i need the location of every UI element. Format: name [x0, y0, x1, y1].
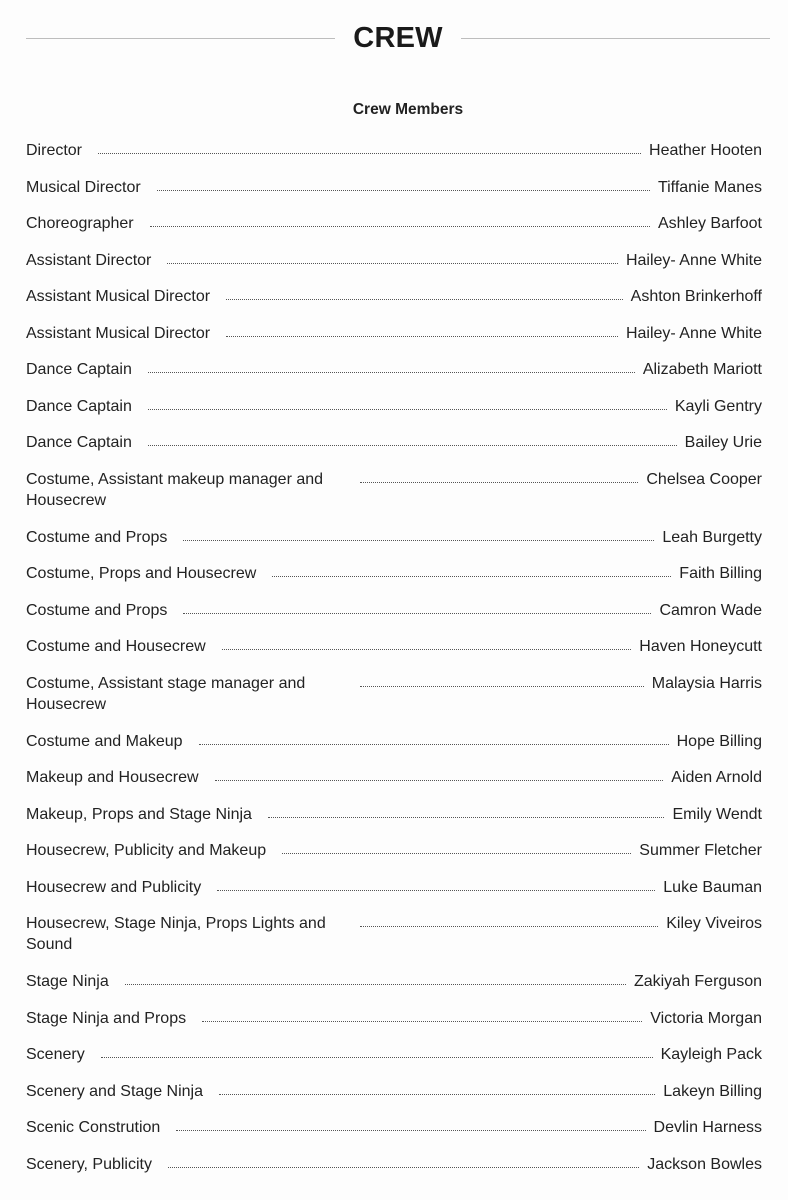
crew-role: Scenery, Publicity	[26, 1155, 152, 1173]
crew-role: Housecrew, Publicity and Makeup	[26, 842, 267, 859]
page-title: CREW	[353, 21, 443, 54]
dotted-leader	[148, 372, 635, 373]
crew-role: Costume, Assistant makeup manager and Housecrew	[26, 470, 324, 509]
crew-row	[26, 355, 762, 392]
crew-member-name: Ashley Barfoot	[657, 215, 762, 232]
crew-member-name: Chelsea Cooper	[646, 470, 762, 488]
crew-role: Costume and Props	[26, 601, 168, 619]
crew-member-name: Haven Honeycutt	[639, 638, 762, 655]
dotted-leader	[150, 226, 650, 227]
dotted-leader	[360, 926, 658, 927]
dotted-leader	[222, 649, 632, 650]
crew-role: Scenic Constrution	[26, 1119, 161, 1136]
crew-row	[26, 800, 762, 837]
crew-row	[26, 282, 762, 319]
crew-role: Dance Captain	[26, 397, 132, 415]
crew-member-name: Hope Billing	[676, 732, 762, 750]
crew-row	[26, 392, 762, 429]
crew-row	[26, 246, 762, 283]
crew-member-name: Hailey- Anne White	[625, 251, 762, 269]
crew-role: Scenery and Stage Ninja	[26, 1082, 203, 1100]
section-title: Crew Members	[352, 101, 464, 118]
crew-row	[26, 1077, 762, 1114]
header-rule-left	[26, 38, 335, 39]
crew-member-name: Emily Wendt	[672, 805, 762, 823]
dotted-leader	[148, 445, 677, 446]
crew-role: Musical Director	[26, 178, 141, 196]
crew-role: Stage Ninja	[26, 973, 109, 990]
dotted-leader	[215, 780, 664, 781]
crew-row	[26, 727, 762, 764]
crew-role: Dance Captain	[26, 434, 132, 451]
dotted-leader	[226, 336, 618, 337]
crew-role: Makeup and Housecrew	[26, 769, 199, 786]
crew-member-name: Kiley Viveiros	[666, 915, 762, 932]
crew-member-name: Jackson Bowles	[647, 1155, 762, 1173]
header-rule-right	[461, 38, 770, 39]
dotted-leader	[101, 1057, 653, 1058]
crew-member-name: Zakiyah Ferguson	[633, 973, 762, 990]
crew-role: Assistant Director	[26, 251, 152, 269]
crew-role: Housecrew, Stage Ninja, Props Lights and Sound	[26, 915, 326, 953]
page-header	[26, 14, 770, 62]
crew-member-name: Lakeyn Billing	[663, 1082, 762, 1100]
dotted-leader	[202, 1021, 642, 1022]
crew-role: Scenery	[26, 1046, 85, 1063]
crew-member-name: Luke Bauman	[663, 878, 762, 896]
crew-role: Director	[26, 142, 83, 159]
crew-member-name: Faith Billing	[679, 565, 762, 582]
crew-row	[26, 465, 762, 523]
crew-row	[26, 319, 762, 356]
dotted-leader	[199, 744, 669, 745]
crew-row	[26, 173, 762, 210]
crew-row	[26, 669, 762, 727]
crew-role: Choreographer	[26, 215, 134, 232]
crew-member-name: Hailey- Anne White	[625, 324, 762, 342]
crew-row	[26, 1040, 762, 1077]
crew-member-name: Kayli Gentry	[674, 397, 762, 415]
crew-member-name: Camron Wade	[659, 601, 762, 619]
crew-row	[26, 632, 762, 669]
crew-role: Costume and Props	[26, 528, 168, 546]
crew-member-name: Summer Fletcher	[639, 842, 762, 859]
dotted-leader	[217, 890, 655, 891]
crew-role: Makeup, Props and Stage Ninja	[26, 805, 252, 823]
crew-row	[26, 136, 762, 173]
crew-row	[26, 1150, 762, 1187]
dotted-leader	[176, 1130, 645, 1131]
crew-role: Assistant Musical Director	[26, 324, 211, 342]
crew-row	[26, 1004, 762, 1041]
crew-row	[26, 596, 762, 633]
crew-row	[26, 428, 762, 465]
dotted-leader	[360, 686, 644, 687]
dotted-leader	[125, 984, 626, 985]
dotted-leader	[157, 190, 650, 191]
dotted-leader	[183, 540, 654, 541]
crew-row	[26, 1113, 762, 1150]
crew-member-name: Tiffanie Manes	[657, 178, 762, 196]
crew-role: Housecrew and Publicity	[26, 878, 202, 896]
dotted-leader	[268, 817, 665, 818]
crew-row	[26, 873, 762, 910]
dotted-leader	[183, 613, 651, 614]
crew-member-name: Kayleigh Pack	[660, 1046, 762, 1063]
crew-role: Costume and Makeup	[26, 732, 183, 750]
crew-row	[26, 559, 762, 596]
crew-member-name: Devlin Harness	[653, 1119, 762, 1136]
crew-member-name: Malaysia Harris	[651, 674, 762, 692]
crew-role: Assistant Musical Director	[26, 288, 211, 305]
crew-member-name: Leah Burgetty	[662, 528, 762, 546]
crew-member-name: Alizabeth Mariott	[642, 361, 762, 378]
dotted-leader	[282, 853, 631, 854]
crew-member-name: Victoria Morgan	[650, 1009, 762, 1027]
crew-role: Stage Ninja and Props	[26, 1009, 187, 1027]
dotted-leader	[98, 153, 641, 154]
crew-member-name: Aiden Arnold	[671, 769, 762, 786]
crew-role: Costume, Props and Housecrew	[26, 565, 257, 582]
crew-row	[26, 967, 762, 1004]
crew-member-name: Bailey Urie	[684, 434, 762, 451]
dotted-leader	[226, 299, 623, 300]
dotted-leader	[360, 482, 638, 483]
crew-role: Costume and Housecrew	[26, 638, 206, 655]
crew-row	[26, 909, 762, 967]
crew-member-name: Ashton Brinkerhoff	[630, 288, 762, 305]
crew-row	[26, 836, 762, 873]
dotted-leader	[168, 1167, 639, 1168]
crew-role: Costume, Assistant stage manager and Housecrew	[26, 674, 306, 713]
crew-row	[26, 523, 762, 560]
dotted-leader	[219, 1094, 655, 1095]
dotted-leader	[148, 409, 667, 410]
dotted-leader	[272, 576, 671, 577]
crew-row	[26, 209, 762, 246]
crew-list	[26, 136, 762, 1186]
crew-role: Dance Captain	[26, 361, 132, 378]
crew-member-name: Heather Hooten	[649, 142, 762, 159]
dotted-leader	[167, 263, 618, 264]
crew-row	[26, 763, 762, 800]
